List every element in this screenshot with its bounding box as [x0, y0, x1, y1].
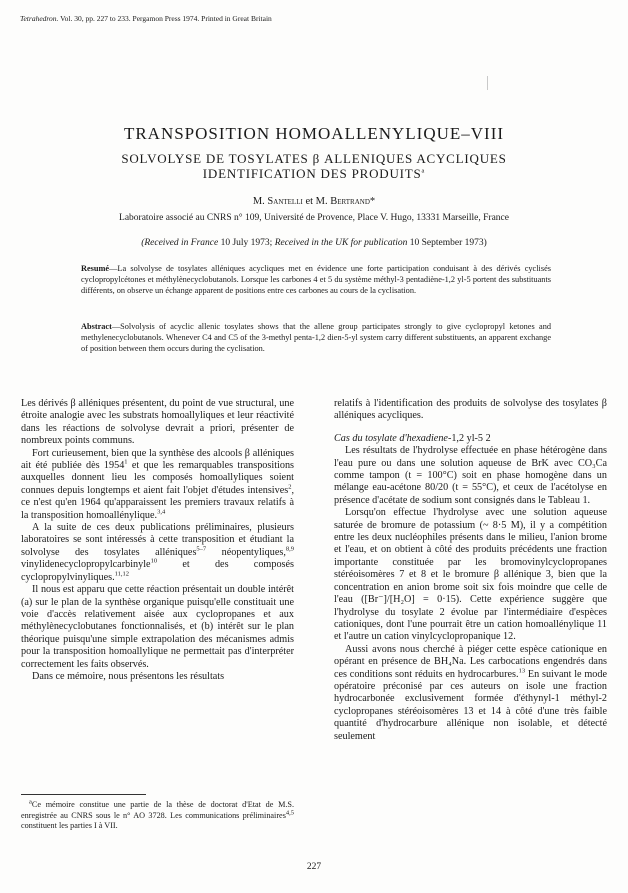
paragraph: Les résultats de l'hydrolyse effectuée en phase hétérogène dans l'eau pure ou dans une solution aqueuse de BrK avec CO₃Ca comme tampon (t = 100°C) soit en phase homogène dans un mélange eau-acétone 80/20 (t = 55°C), et ceux de l'acétolyse en présence d'acétate de sodium sont consignés dans le Tableau 1.: [334, 445, 607, 506]
text-run: En suivant le mode opératoire préconisé par ces auteurs on isole une fraction hydrocarbonée exclusivement formée d'éthynyl-1 méthyl-2 cyclopropanes stéréoisomères 13 et 14 à côté d'une très faible quantité d'hydrocarbure allénique non isolable, et détecté seulement: [334, 668, 607, 742]
text-run: et que les remarquables transpositions auxquelles donnent lieu les composés homoallyliques soient connues depuis longtemps et aient fait l'objet d'études intensives: [21, 460, 295, 496]
section-heading: [334, 433, 607, 445]
received-uk-date: 10 September 1973): [409, 238, 487, 248]
paragraph: relatifs à l'identification des produits de solvolyse des tosylates β alléniques acycliques.: [334, 398, 607, 422]
text-run: vinylidenecyclopropylcarbinyle: [21, 559, 151, 571]
abstract-english: [81, 321, 551, 355]
text-run: et des composés cyclopropylvinyliques.: [21, 559, 294, 583]
text-run: A la suite de ces deux publications préliminaires, plusieurs laboratoires se sont intéressés à cette transposition et étudiant la solvolyse des tosylates alléniques: [21, 522, 294, 558]
footnote: [21, 800, 294, 832]
author-connector: et: [305, 196, 314, 207]
author-1: M. Santelli: [252, 196, 303, 207]
body-column-right: [334, 398, 607, 743]
abstract-french-heading: Resumé: [81, 264, 110, 273]
citation-ref: 5–7: [196, 545, 207, 553]
citation-ref: 3,4: [157, 508, 166, 516]
citation-ref: 13: [518, 667, 526, 675]
journal-publisher: Pergamon Press 1974.: [132, 14, 200, 23]
footnote-mark: a: [29, 798, 32, 806]
journal-header: [20, 14, 272, 23]
paragraph: [21, 522, 294, 584]
journal-name: Tetrahedron.: [20, 14, 59, 23]
abstract-french: [81, 263, 551, 297]
citation-ref: 1: [124, 458, 128, 466]
footnote-text: constituent les parties I à VII.: [21, 821, 118, 831]
footnote-rule: [21, 794, 146, 795]
abstract-french-text: —La solvolyse de tosylates alléniques acycliques met en évidence une forte participation conduisant à des dérivés cyclisés cyclopropylcétones et méthylènecyclobutanols. Lorsque les carbones 4 et 5 du système méthyl-3 pentadiène-1,2 yl-5 portent des substituants différents, on observe un échange apparent de positions entre ces carbones au cours de la cyclisation.: [81, 264, 551, 296]
section-heading-italic: Cas du tosylate d'hexadiene: [334, 432, 448, 444]
received-line: [0, 238, 628, 248]
author-line: [0, 196, 628, 207]
journal-citation: Vol. 30, pp. 227 to 233.: [60, 14, 131, 23]
citation-ref: 8,9: [285, 545, 294, 553]
section-heading-number: -1,2 yl-5 2: [447, 432, 491, 444]
abstract-english-heading: Abstract: [81, 322, 112, 331]
paper-subtitle-line1: SOLVOLYSE DE TOSYLATES β ALLENIQUES ACYCLIQUES: [121, 151, 507, 166]
paragraph: Il nous est apparu que cette réaction présentait un double intérêt (a) sur le plan de la synthèse organique puisqu'elle constituait une voie d'accès relativement aisée aux cyclopropanes et aux méthylènecyclobutanes fonctionnalisés, et (b) intérêt sur le plan théorique puisqu'une simple extrapolation des mécanismes admis pour la transposition homoallylique ne permettait pas d'interpréter correctement les faits observés.: [21, 584, 294, 670]
paragraph: [334, 644, 607, 743]
paragraph: [21, 448, 294, 522]
subtitle-text: IDENTIFICATION DES PRODUITS: [202, 166, 422, 181]
citation-ref: 2: [288, 483, 292, 491]
abstract-english-text: —Solvolysis of acyclic allenic tosylates shows that the allene group participates strongly to give cyclopropyl ketones and methylenecyclobutanols. Whenever C4 and C5 of the 3-methyl penta-1,2 dien-5-yl system carry different substituents, an apparent exchange of position between them occurs during the cyclisation.: [81, 322, 551, 354]
footnote-text: Ce mémoire constitue une partie de la thèse de doctorat d'Etat de M.S. enregistrée au CNRS sous le n° AO 3728. Les communications préliminaires: [21, 800, 294, 820]
received-fr-date: 10 July 1973;: [220, 238, 273, 248]
page-number: 227: [306, 862, 322, 872]
paragraph: Dans ce mémoire, nous présentons les résultats: [32, 670, 225, 682]
citation-ref: 11,12: [114, 570, 130, 578]
subtitle-footnote-mark: a: [421, 167, 426, 175]
paragraph: Les dérivés β alléniques présentent, du point de vue structural, une étroite analogie avec les substrats homoallyliques et leur réactivité dans les réactions de solvolyse devrait a priori, présenter de nombreux points communs.: [21, 398, 294, 447]
received-uk-label: Received in the UK for publication: [274, 238, 408, 248]
received-fr-label: (Received in France: [141, 238, 219, 248]
scan-mark: [487, 76, 488, 90]
journal-printed: Printed in Great Britain: [201, 14, 272, 23]
text-run: , ce n'est qu'en 1964 qu'apparaissent les premiers travaux relatifs à la transposition homoallénylique.: [21, 484, 294, 521]
paper-title: TRANSPOSITION HOMOALLENYLIQUE–VIII: [123, 124, 505, 143]
text-run: Aussi avons nous cherché à piéger cette espèce cationique en opérant en présence de BH₄Na. Les carbocations engendrés dans ces conditions sont réduits en hydrocarbures.: [334, 643, 607, 680]
paragraph: Lorsqu'on effectue l'hydrolyse avec une solution aqueuse saturée de bromure de potassium (~ 8·5 M), il y a compétition entre les deux nucléophiles présents dans le milieu, l'anion brome et l'eau, et on obtient à côté des produits précédents une fraction importante constituée par les bromovinylcyclopropanes stéréoisomères 7 et 8 et le bromure β allénique 3, bien que la concentration en anion brome soit six fois moindre que celle de l'eau ([Br⁻]/[H₂O] = 0·15). Cette expérience suggère que l'hydrolyse du tosylate 2 évolue par l'intermédiaire d'espèces cationiques, dont l'une pourrait être un cation homoallénylique 11 et l'autre un cation vinylcyclopropanique 12.: [334, 507, 607, 643]
author-2: M. Bertrand: [315, 196, 370, 207]
affiliation: Laboratoire associé au CNRS n° 109, Université de Provence, Place V. Hugo, 13331 Marseille, France: [119, 213, 509, 223]
text-run: Fort curieusement, bien que la synthèse des alcools β alléniques ait été publiée dès 1954: [21, 447, 294, 472]
text-run: néopentyliques,: [206, 546, 286, 558]
corresponding-mark: *: [369, 196, 376, 207]
body-column-left: [21, 398, 294, 683]
paper-subtitle-line2: [0, 166, 628, 182]
citation-ref: 4,5: [285, 808, 294, 816]
citation-ref: 10: [150, 557, 158, 565]
